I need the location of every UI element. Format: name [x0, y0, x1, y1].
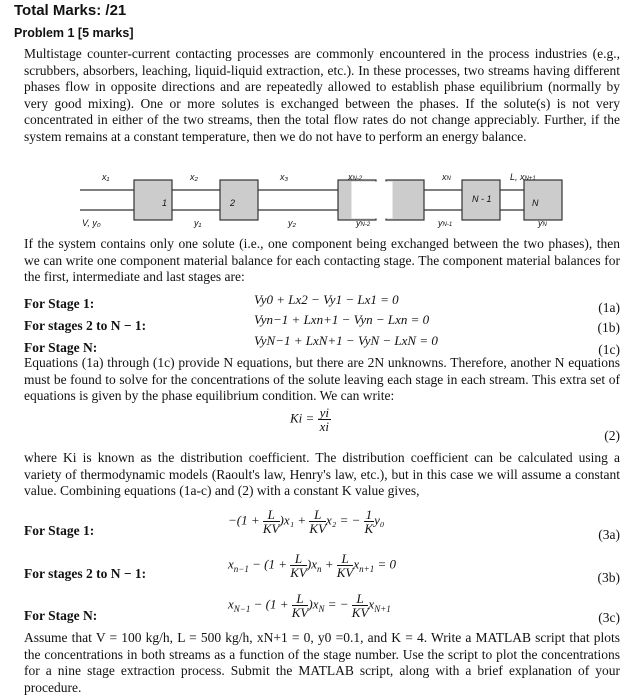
- top-label: xN-2: [348, 172, 363, 182]
- equation-3c: $x_{N-1} - (1$ + $\frac{L}{KV}$ )$x_N$ = − $\frac{L}{KV}$ $x_{N+1}$: [228, 591, 391, 620]
- equation-number: (3a): [598, 527, 620, 542]
- equation-number: (1b): [597, 320, 620, 335]
- equation-3a: −(1 + $\frac{L}{KV}$ )x₁ + $\frac{L}{KV}$ x₂ = − $\frac{1}{K}$ y₀: [228, 507, 385, 536]
- stage-label: N: [532, 198, 539, 208]
- stage-diagram: [62, 168, 582, 230]
- bottom-label: yN-2: [356, 218, 371, 228]
- intro-paragraph: Multistage counter-current contacting processes are commonly encountered in the process industries (e.g., scrubbers, absorbers, leaching, liquid-liquid extraction, etc.). In these processes, two streams having different phases flow in opposite directions and are repeatedly allowed to establish phase equilibrium (normally by very good mixing). One or more solutes is exchanged between the phases. If the solute(s) is not very concentrated in either of the two streams, then the total flow rates do not change appreciably. Further, if the system remains at a constant temperature, then we do not have to perform an energy balance.: [24, 46, 620, 144]
- bottom-label: y₁: [194, 218, 202, 228]
- combined-label: For Stage N:: [24, 608, 98, 623]
- bottom-label: yN: [538, 218, 547, 228]
- equation-number: (2): [604, 428, 620, 443]
- equation-2-lhs: Ki =: [290, 410, 315, 426]
- top-label: x₁: [102, 172, 110, 182]
- stage-label: 2: [230, 198, 236, 208]
- top-label: x₂: [190, 172, 198, 182]
- equation-2: [290, 406, 331, 433]
- stage-box: [524, 180, 562, 220]
- balance-equation: Vyn−1 + Lxn+1 − Vyn − Lxn = 0: [254, 312, 430, 327]
- bottom-label: V, y₀: [82, 218, 101, 228]
- stage-label: 1: [162, 198, 168, 208]
- equation-2-denominator: xi: [319, 419, 329, 434]
- equation-3b: $x_{n-1} - (1$ + $\frac{L}{KV}$ )$x_n$ + $\frac{L}{KV}$ $x_{n+1} = 0$: [228, 551, 397, 580]
- stage-box: [220, 180, 258, 220]
- combined-label: For Stage 1:: [24, 523, 95, 538]
- balance-label: For Stage 1:: [24, 296, 95, 311]
- solute-paragraph: If the system contains only one solute (i.e., one component being exchanged between the two phases), then we can write one component material balance for each contacting stage. The component material balances for the first, intermediate and last stages are:: [24, 236, 620, 285]
- bottom-label: yN-1: [438, 218, 453, 228]
- bottom-label: y₂: [288, 218, 296, 228]
- balance-equation: Vy0 + Lx2 − Vy1 − Lx1 = 0: [254, 292, 399, 307]
- balance-equation: VyN−1 + LxN+1 − VyN − LxN = 0: [254, 333, 438, 348]
- equation-number: (1c): [598, 342, 620, 357]
- combined-label: For stages 2 to N − 1:: [24, 566, 147, 581]
- equation-2-numerator: yi: [319, 405, 329, 420]
- assignment-paragraph: Assume that V = 100 kg/h, L = 500 kg/h, xN+1 = 0, y0 =0.1, and K = 4. Write a MATLAB script that plots the concentrations in both streams as a function of the stage number. Use the script to plot the concentrations for a nine stage extraction process. Submit the MATLAB script, along with a brief explanation of your procedure.: [24, 630, 620, 695]
- total-marks: Total Marks: /21: [14, 2, 127, 19]
- distribution-paragraph: where Ki is known as the distribution coefficient. The distribution coefficient can be calculated using a variety of thermodynamic models (Raoult's law, Henry's law, etc.), but in this case we will assume a constant value. Combining equations (1a-c) and (2) with a constant K value gives,: [24, 450, 620, 499]
- equation-number: (3b): [597, 570, 620, 585]
- stage-label: N - 1: [472, 194, 492, 204]
- balance-label: For Stage N:: [24, 340, 98, 355]
- top-label: x₃: [280, 172, 289, 182]
- problem-title: Problem 1 [5 marks]: [14, 26, 134, 40]
- top-label: L, xN+1: [510, 172, 536, 182]
- unknowns-paragraph: Equations (1a) through (1c) provide N equations, but there are 2N unknowns. Therefore, another N equations must be found to solve for the concentrations of the solute leaving each stage in each stream. This extra set of equations is given by the phase equilibrium condition. We can write:: [24, 355, 620, 404]
- equation-number: (1a): [598, 300, 620, 315]
- balance-label: For stages 2 to N − 1:: [24, 318, 147, 333]
- top-label: xN: [442, 172, 451, 182]
- equation-number: (3c): [598, 610, 620, 625]
